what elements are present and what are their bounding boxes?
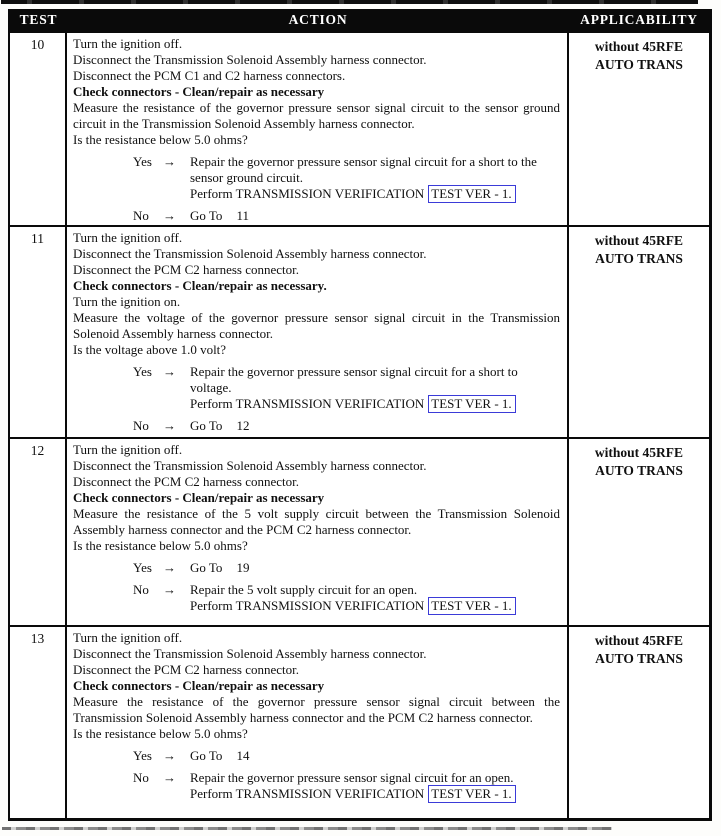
action-step: Disconnect the PCM C1 and C2 harness connectors. xyxy=(73,68,346,83)
action-cell xyxy=(67,439,569,625)
applicability-cell xyxy=(569,439,709,625)
outcome-body xyxy=(190,418,560,434)
test-number: 11 xyxy=(10,227,67,437)
test-ver-1-link[interactable]: TEST VER - 1. xyxy=(428,597,515,615)
repair-instruction: Repair the governor pressure sensor signal circuit for an open. xyxy=(190,770,514,785)
goto-target: 19 xyxy=(236,560,250,575)
action-cell xyxy=(67,33,569,225)
column-header-action: ACTION xyxy=(288,12,348,27)
outcome-no xyxy=(73,418,560,434)
goto-text: Go To xyxy=(190,748,223,763)
perform-line xyxy=(190,786,560,802)
applicability-cell xyxy=(569,227,709,437)
outcome-label: No xyxy=(133,770,149,785)
test-number: 10 xyxy=(10,33,67,225)
repair-instruction: Repair the 5 volt supply circuit for an open. xyxy=(190,582,418,597)
goto-target: 12 xyxy=(236,418,250,433)
arrow-icon: → xyxy=(163,418,176,433)
action-step-check-connectors: Check connectors - Clean/repair as necessary xyxy=(73,678,325,693)
outcome-body xyxy=(190,770,560,802)
goto-text: Go To xyxy=(190,418,223,433)
outcome-body xyxy=(190,364,560,412)
scan-artifact-top xyxy=(1,0,698,4)
test-number: 12 xyxy=(10,439,67,625)
perform-line xyxy=(190,396,560,412)
action-step-check-connectors: Check connectors - Clean/repair as necessary xyxy=(73,490,325,505)
perform-line xyxy=(190,598,560,614)
action-step: Turn the ignition off. xyxy=(73,36,183,51)
arrow-icon: → xyxy=(163,208,176,223)
action-step: Disconnect the PCM C2 harness connector. xyxy=(73,662,300,677)
test-ver-1-link[interactable]: TEST VER - 1. xyxy=(428,395,515,413)
arrow-icon: → xyxy=(163,770,176,785)
action-step: Disconnect the Transmission Solenoid Assembly harness connector. xyxy=(73,646,427,661)
outcome-label: Yes xyxy=(133,364,152,379)
action-step: Measure the resistance of the governor pressure sensor signal circuit between the Transmission Solenoid Assembly harness connector and the PCM C2 harness connector. xyxy=(73,694,560,725)
perform-text: Perform TRANSMISSION VERIFICATION xyxy=(190,396,425,411)
arrow-icon: → xyxy=(163,560,176,575)
arrow-icon: → xyxy=(163,582,176,597)
repair-instruction: Repair the governor pressure sensor signal circuit for a short to the sensor ground circuit. xyxy=(190,154,537,185)
outcome-label: Yes xyxy=(133,560,152,575)
outcome-body xyxy=(190,208,560,224)
column-header-test: TEST xyxy=(19,12,58,27)
test-number: 13 xyxy=(10,627,67,818)
outcome-no xyxy=(73,770,560,802)
column-header-applicability: APPLICABILITY xyxy=(580,12,698,27)
action-step: Measure the resistance of the governor pressure sensor signal circuit to the sensor ground circuit in the Transmission Solenoid Assembly harness connector. xyxy=(73,100,560,131)
action-cell xyxy=(67,627,569,818)
action-step: Measure the voltage of the governor pressure sensor signal circuit in the Transmission Solenoid Assembly harness connector. xyxy=(73,310,560,341)
action-step: Disconnect the Transmission Solenoid Assembly harness connector. xyxy=(73,52,427,67)
applicability-line: AUTO TRANS xyxy=(595,57,683,72)
outcome-body xyxy=(190,560,560,576)
table-row-test-10 xyxy=(10,31,709,225)
action-step: Measure the resistance of the 5 volt supply circuit between the Transmission Solenoid Assembly harness connector and the PCM C2 harness connector. xyxy=(73,506,560,537)
scan-artifact-bottom xyxy=(2,827,612,830)
test-ver-1-link[interactable]: TEST VER - 1. xyxy=(428,185,515,203)
outcome-no xyxy=(73,208,560,224)
action-step: Disconnect the PCM C2 harness connector. xyxy=(73,474,300,489)
outcome-label: No xyxy=(133,208,149,223)
applicability-line: without 45RFE xyxy=(594,633,684,648)
applicability-cell xyxy=(569,33,709,225)
outcome-body xyxy=(190,582,560,614)
applicability-line: AUTO TRANS xyxy=(595,463,683,478)
perform-text: Perform TRANSMISSION VERIFICATION xyxy=(190,786,425,801)
outcome-yes xyxy=(73,560,560,576)
applicability-line: without 45RFE xyxy=(594,39,684,54)
goto-text: Go To xyxy=(190,208,223,223)
applicability-line: without 45RFE xyxy=(594,445,684,460)
outcome-yes xyxy=(73,364,560,412)
applicability-line: AUTO TRANS xyxy=(595,651,683,666)
action-cell xyxy=(67,227,569,437)
test-ver-1-link[interactable]: TEST VER - 1. xyxy=(428,785,515,803)
goto-target: 14 xyxy=(236,748,250,763)
arrow-icon: → xyxy=(163,748,176,763)
perform-line xyxy=(190,186,560,202)
applicability-line: without 45RFE xyxy=(594,233,684,248)
table-row-test-13 xyxy=(10,625,709,818)
action-step-check-connectors: Check connectors - Clean/repair as necessary. xyxy=(73,278,327,293)
arrow-icon: → xyxy=(163,154,176,169)
applicability-line: AUTO TRANS xyxy=(595,251,683,266)
outcome-body xyxy=(190,748,560,764)
action-step-question: Is the resistance below 5.0 ohms? xyxy=(73,132,248,147)
goto-text: Go To xyxy=(190,560,223,575)
outcome-no xyxy=(73,582,560,614)
outcome-label: Yes xyxy=(133,154,152,169)
action-step-question: Is the resistance below 5.0 ohms? xyxy=(73,538,248,553)
action-step-question: Is the voltage above 1.0 volt? xyxy=(73,342,227,357)
table-row-test-12 xyxy=(10,437,709,625)
perform-text: Perform TRANSMISSION VERIFICATION xyxy=(190,598,425,613)
arrow-icon: → xyxy=(163,364,176,379)
action-step-check-connectors: Check connectors - Clean/repair as necessary xyxy=(73,84,325,99)
action-step: Turn the ignition off. xyxy=(73,442,183,457)
repair-instruction: Repair the governor pressure sensor signal circuit for a short to voltage. xyxy=(190,364,518,395)
table-header-row xyxy=(10,9,709,31)
outcome-yes xyxy=(73,154,560,202)
table-row-test-11 xyxy=(10,225,709,437)
perform-text: Perform TRANSMISSION VERIFICATION xyxy=(190,186,425,201)
outcome-yes xyxy=(73,748,560,764)
outcome-body xyxy=(190,154,560,202)
action-step: Disconnect the PCM C2 harness connector. xyxy=(73,262,300,277)
outcome-label: Yes xyxy=(133,748,152,763)
outcome-label: No xyxy=(133,582,149,597)
action-step: Turn the ignition on. xyxy=(73,294,181,309)
applicability-cell xyxy=(569,627,709,818)
diagnostic-test-table xyxy=(8,9,712,821)
action-step: Disconnect the Transmission Solenoid Assembly harness connector. xyxy=(73,458,427,473)
action-step: Turn the ignition off. xyxy=(73,630,183,645)
action-step-question: Is the resistance below 5.0 ohms? xyxy=(73,726,248,741)
outcome-label: No xyxy=(133,418,149,433)
action-step: Turn the ignition off. xyxy=(73,230,183,245)
goto-target: 11 xyxy=(236,208,249,223)
action-step: Disconnect the Transmission Solenoid Assembly harness connector. xyxy=(73,246,427,261)
